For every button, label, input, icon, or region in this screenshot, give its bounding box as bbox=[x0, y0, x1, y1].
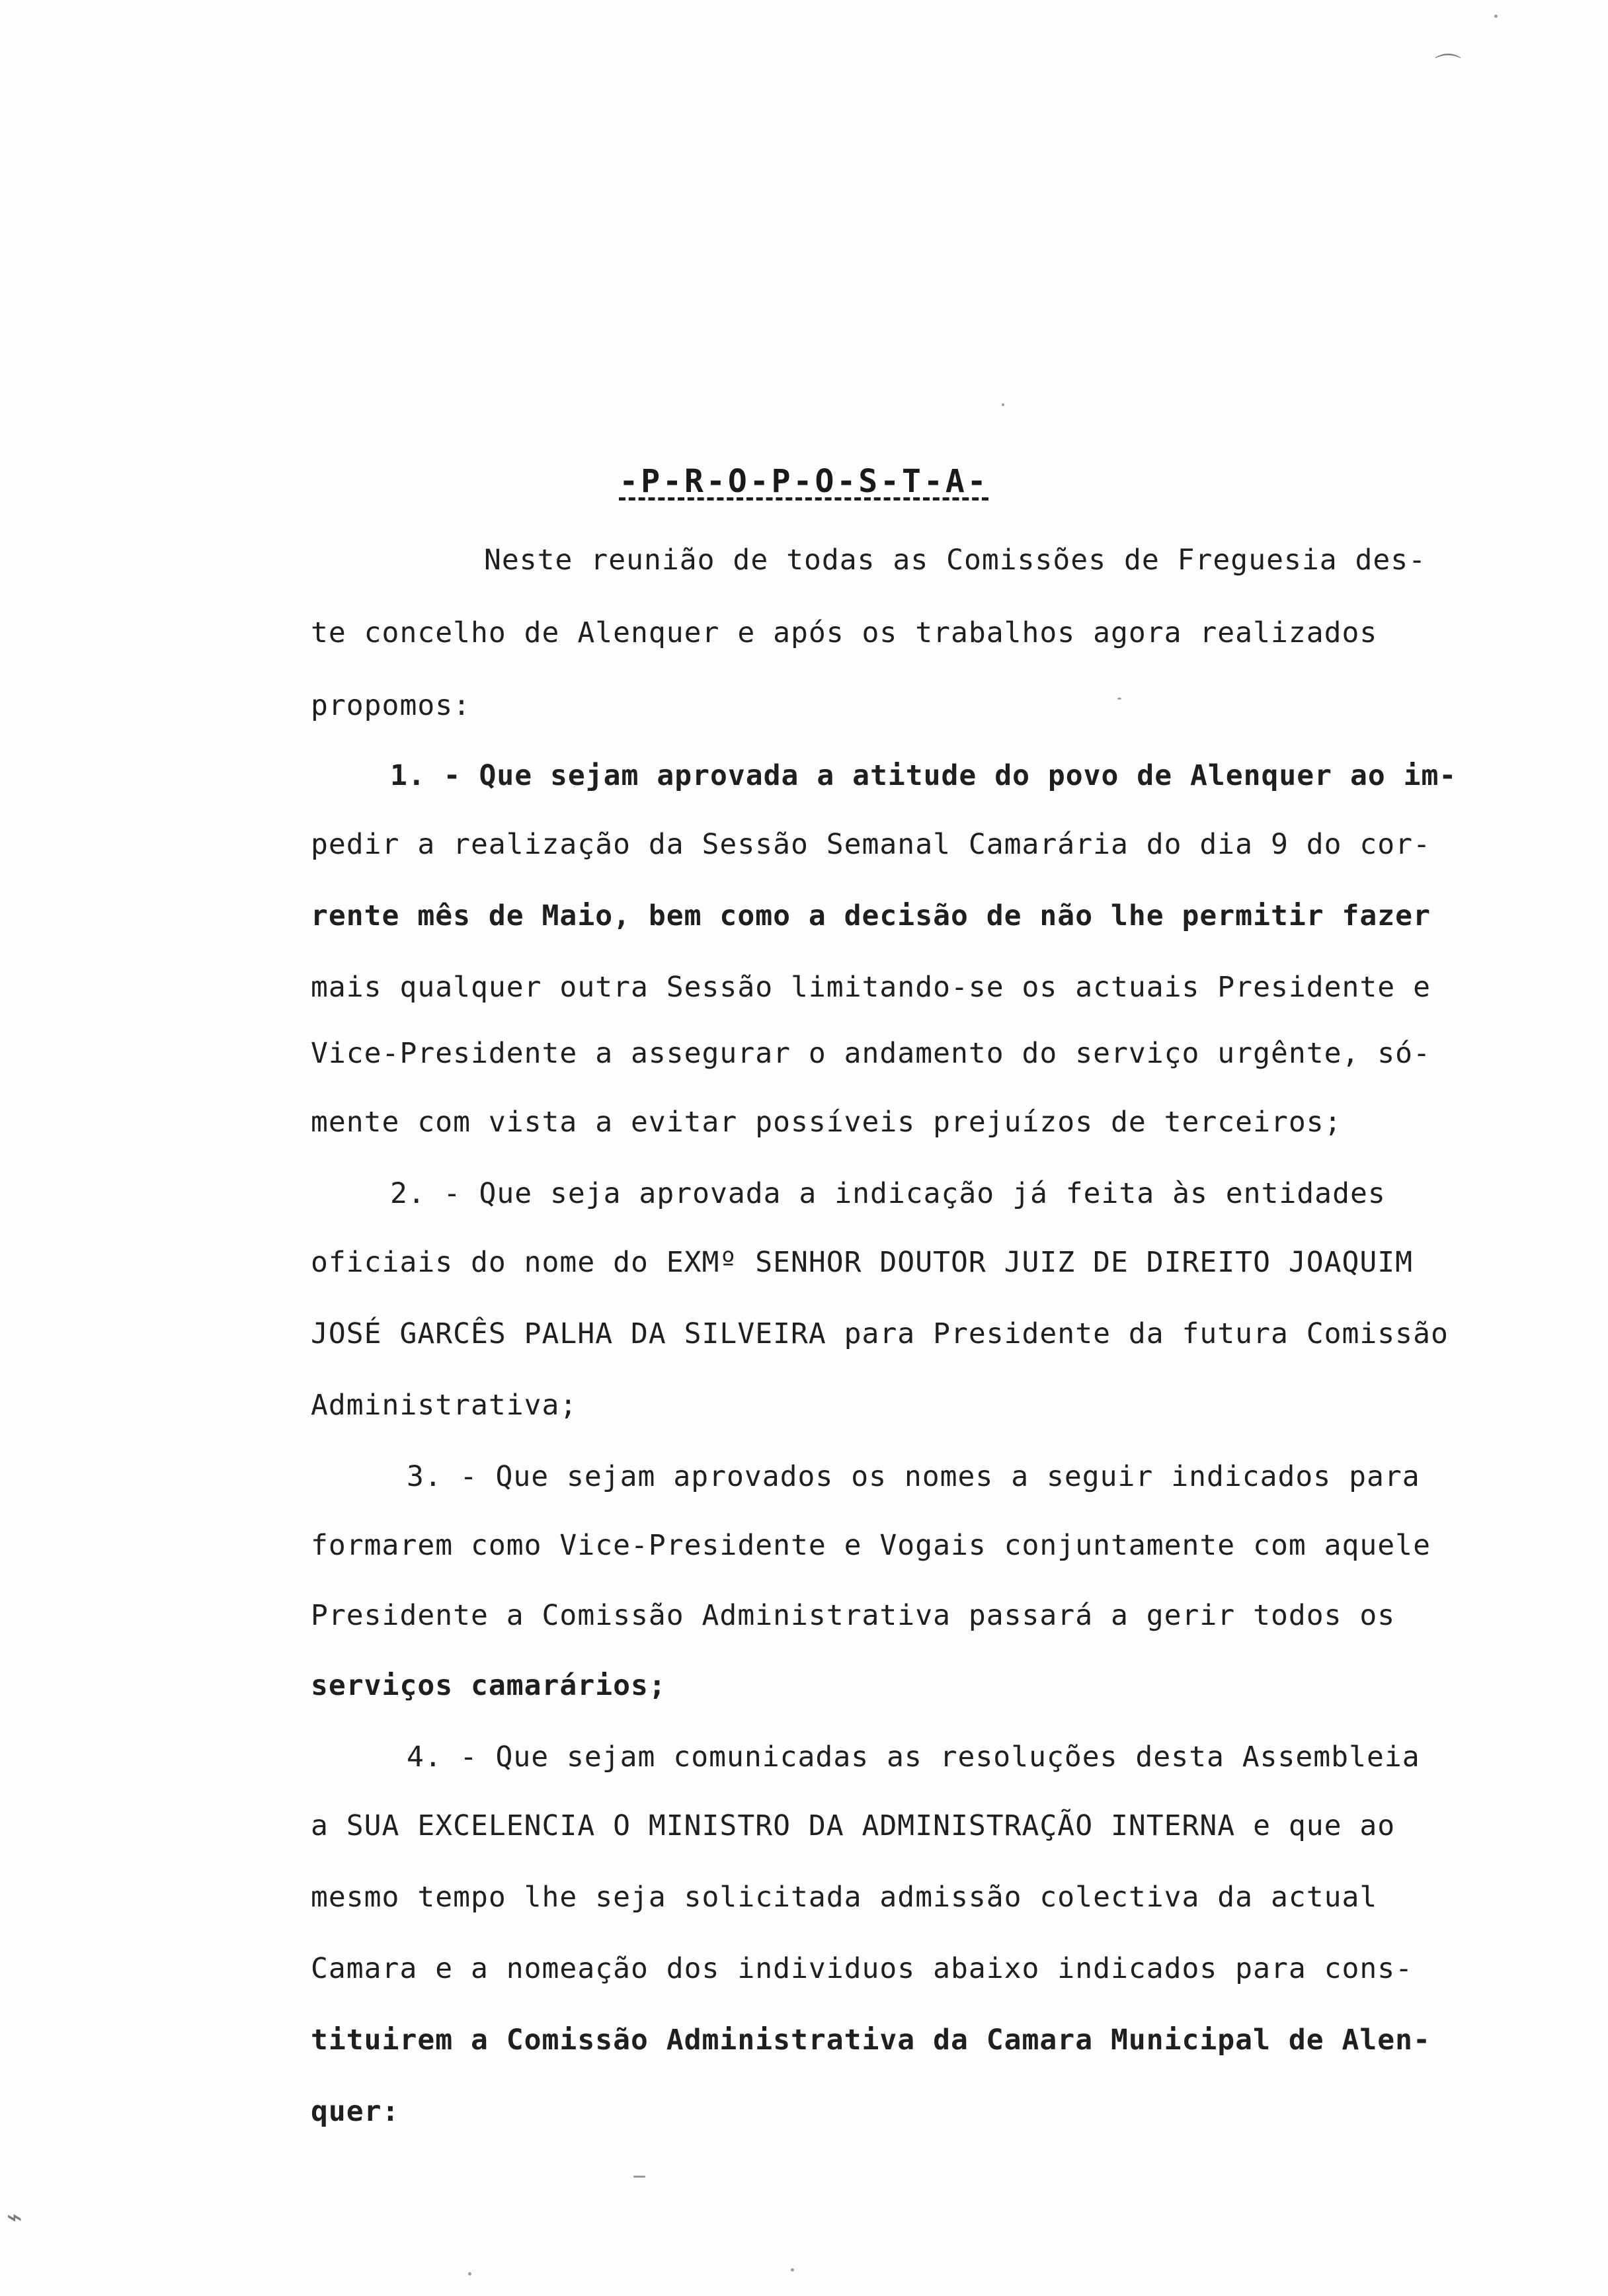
paragraph-intro-line-3: propomos: bbox=[311, 689, 471, 722]
item-2-line-2: oficiais do nome do EXMº SENHOR DOUTOR JUIZ DE DIREITO JOAQUIM bbox=[311, 1246, 1414, 1279]
item-4-line-2: a SUA EXCELENCIA O MINISTRO DA ADMINISTRAÇÃO INTERNA e que ao bbox=[311, 1809, 1396, 1842]
item-4-line-6: quer: bbox=[311, 2095, 400, 2128]
item-1-line-6: mente com vista a evitar possíveis prejuízos de terceiros; bbox=[311, 1106, 1342, 1139]
item-2-line-1: 2. - Que seja aprovada a indicação já feita às entidades bbox=[390, 1177, 1386, 1210]
scan-speck bbox=[1117, 698, 1121, 700]
item-1-line-2: pedir a realização da Sessão Semanal Camarária do dia 9 do cor- bbox=[311, 828, 1431, 861]
document-title: -P-R-O-P-O-S-T-A- bbox=[619, 463, 989, 500]
item-2-line-3: JOSÉ GARCÊS PALHA DA SILVEIRA para Presidente da futura Comissão bbox=[311, 1317, 1449, 1350]
item-2-line-4: Administrativa; bbox=[311, 1389, 578, 1422]
item-4-line-1: 4. - Que sejam comunicadas as resoluções desta Assembleia bbox=[407, 1741, 1420, 1774]
item-3-line-4: serviços camarários; bbox=[311, 1669, 666, 1702]
paragraph-intro-line-2: te concelho de Alenquer e após os trabalhos agora realizados bbox=[311, 616, 1378, 649]
item-4-line-3: mesmo tempo lhe seja solicitada admissão colectiva da actual bbox=[311, 1881, 1378, 1914]
item-3-line-1: 3. - Que sejam aprovados os nomes a seguir indicados para bbox=[407, 1460, 1420, 1493]
item-3-line-2: formarem como Vice-Presidente e Vogais conjuntamente com aquele bbox=[311, 1529, 1431, 1562]
scan-speck bbox=[633, 2176, 645, 2178]
item-1-line-5: Vice-Presidente a assegurar o andamento do serviço urgênte, só- bbox=[311, 1037, 1431, 1070]
item-4-line-4: Camara e a nomeação dos individuos abaixo indicados para cons- bbox=[311, 1952, 1414, 1985]
item-3-line-3: Presidente a Comissão Administrativa passará a gerir todos os bbox=[311, 1599, 1396, 1632]
scan-smudge-mark: ⌒ bbox=[1435, 52, 1461, 83]
item-1-line-3: rente mês de Maio, bem como a decisão de não lhe permitir fazer bbox=[311, 899, 1431, 932]
scan-speck bbox=[468, 2272, 471, 2276]
item-1-line-1: 1. - Que sejam aprovada a atitude do povo de Alenquer ao im- bbox=[390, 759, 1457, 792]
scan-speck bbox=[1002, 403, 1004, 406]
scan-speck bbox=[1494, 15, 1498, 18]
scan-speck bbox=[791, 2268, 794, 2272]
item-1-line-4: mais qualquer outra Sessão limitando-se os actuais Presidente e bbox=[311, 971, 1431, 1004]
item-4-line-5: tituirem a Comissão Administrativa da Camara Municipal de Alen- bbox=[311, 2024, 1431, 2057]
scan-edge-mark: ⌁ bbox=[7, 2202, 23, 2233]
paragraph-intro-line-1: Neste reunião de todas as Comissões de Freguesia des- bbox=[484, 544, 1427, 577]
